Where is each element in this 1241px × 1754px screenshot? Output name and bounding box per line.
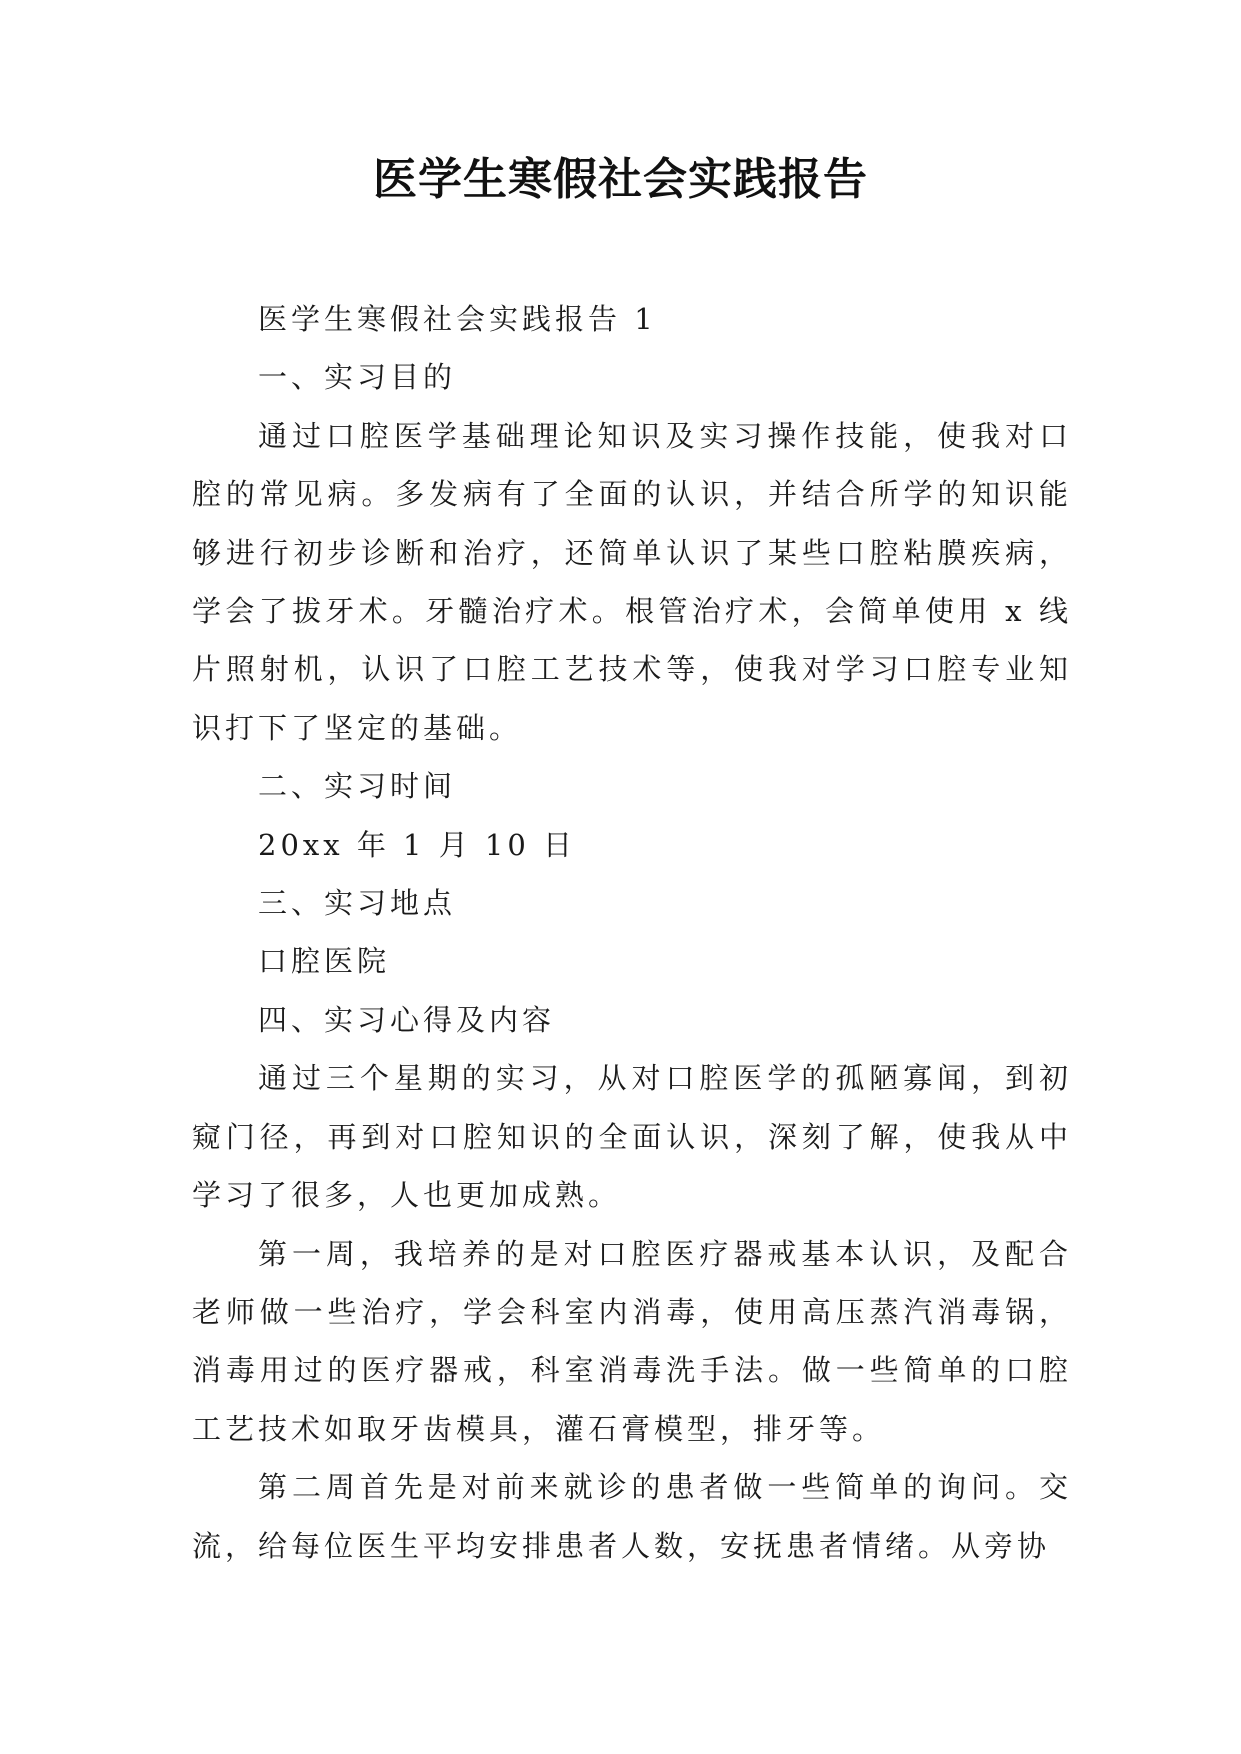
paragraph-week-two: 第二周首先是对前来就诊的患者做一些简单的询问。交流，给每位医生平均安排患者人数，安抚患者情绪。从旁协 [192, 1470, 1072, 1563]
paragraph-overview: 通过三个星期的实习，从对口腔医学的孤陋寡闻，到初窥门径，再到对口腔知识的全面认识，深刻了解，使我从中学习了很多，人也更加成熟。 [192, 1061, 1072, 1213]
report-heading: 医学生寒假社会实践报告 1 [258, 302, 657, 336]
paragraph-date: 20xx 年 1 月 10 日 [258, 827, 577, 862]
paragraph-week-one: 第一周，我培养的是对口腔医疗器戒基本认识，及配合老师做一些治疗，学会科室内消毒，使用高压蒸汽消毒锅，消毒用过的医疗器戒，科室消毒洗手法。做一些简单的口腔工艺技术如取牙齿模具，灌石膏模型，排牙等。 [192, 1236, 1072, 1446]
document-title: 医学生寒假社会实践报告 [373, 154, 868, 205]
section-heading-content: 四、实习心得及内容 [258, 1002, 556, 1037]
section-heading-location: 三、实习地点 [258, 886, 457, 921]
section-heading-time: 二、实习时间 [258, 769, 457, 804]
section-heading-purpose: 一、实习目的 [258, 360, 457, 395]
paragraph-purpose: 通过口腔医学基础理论知识及实习操作技能，使我对口腔的常见病。多发病有了全面的认识，并结合所学的知识能够进行初步诊断和治疗，还简单认识了某些口腔粘膜疾病，学会了拔牙术。牙髓治疗术。根管治疗术，会简单使用 x 线片照射机，认识了口腔工艺技术等，使我对学习口腔专业知识打下了坚定的基础。 [192, 418, 1072, 745]
paragraph-location: 口腔医院 [258, 944, 391, 979]
document-body [192, 290, 1072, 1575]
